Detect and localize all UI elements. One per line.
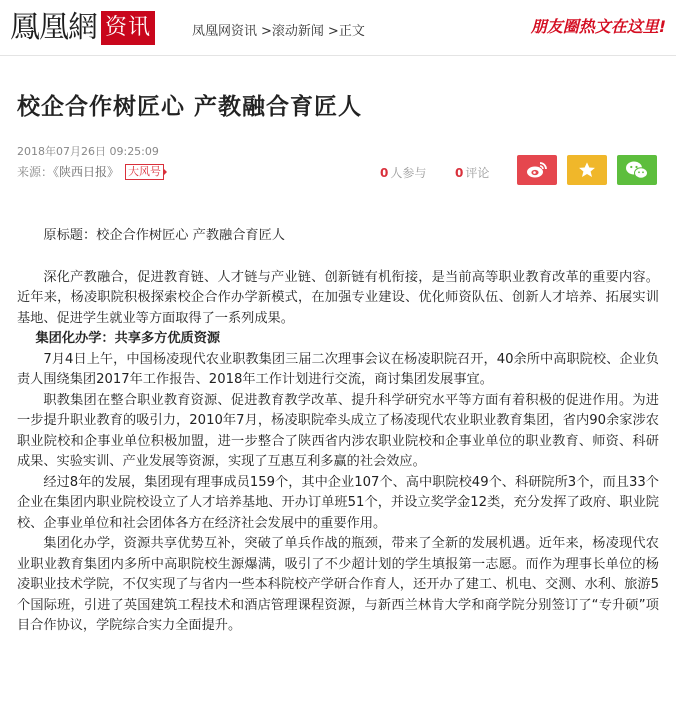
- publish-datetime: 2018年07月26日 09:25:09: [17, 145, 159, 158]
- star-icon: [578, 161, 596, 179]
- participants-count[interactable]: 0 人参与: [380, 166, 427, 180]
- source-label: 来源：《陕西日报》: [17, 165, 120, 179]
- site-header: [0, 0, 676, 56]
- weibo-icon: [526, 161, 548, 179]
- article-body: [17, 226, 659, 637]
- logo-channel-tag: 资讯: [101, 11, 155, 45]
- source-name[interactable]: 《陕西日报》: [53, 165, 120, 179]
- article-subheading: 集团化办学：共享多方优质资源: [35, 331, 221, 346]
- article-paragraph: 7月4日上午，中国杨凌现代农业职教集团三届二次理事会议在杨凌职院召开，40余所中高职院校、企业负责人围绕集团2017年工作报告、2018年工作计划进行交流，商讨集团发展事宜。: [17, 351, 659, 387]
- breadcrumb: [192, 20, 365, 39]
- article-paragraph: 经过8年的发展，集团现有理事成员159个，其中企业107个、高中职院校49个、科研院所3个，而且33个企业在集团内职业院校设立了人才培养基地、开办订单班51个，并设立奖学金12类，充分发挥了政府、职业院校、企事业单位和社会团体各方在经济社会发展中的重要作用。: [17, 474, 659, 531]
- share-weibo-button[interactable]: [517, 155, 557, 185]
- favorite-button[interactable]: [567, 155, 607, 185]
- original-title: 原标题：校企合作树匠心 产教融合育匠人: [43, 228, 285, 243]
- comments-count[interactable]: 0 评论: [455, 166, 490, 180]
- article-paragraph: 集团化办学，资源共享优势互补，突破了单兵作战的瓶颈，带来了全新的发展机遇。近年来，杨凌现代农业职业教育集团内多所中高职院校生源爆满，吸引了不少超计划的学生填报第一志愿。而作为理事长单位的杨凌职业技术学院，不仅实现了与省内一些本科院校产学研合作育人，还开办了建工、机电、交测、水利、旅游5个国际班，引进了英国建筑工程技术和酒店管理课程资源，与新西兰林肯大学和商学院分别签订了“专升硕”项目合作协议，学院综合实力全面提升。: [17, 536, 659, 633]
- site-logo[interactable]: [10, 10, 155, 46]
- logo-text: 鳳凰網: [10, 10, 97, 45]
- share-wechat-button[interactable]: [617, 155, 657, 185]
- article-paragraph: 深化产教融合，促进教育链、人才链与产业链、创新链有机衔接，是当前高等职业教育改革的重要内容。近年来，杨凌职院积极探索校企合作办学新模式，在加强专业建设、优化师资队伍、创新人才培养、拓展实训基地、促进学生就业等方面取得了一系列成果。: [17, 269, 659, 326]
- article-title: 校企合作树匠心 产教融合育匠人: [17, 93, 363, 120]
- article-paragraph: 职教集团在整合职业教育资源、促进教育教学改革、提升科学研究水平等方面有着积极的促进作用。为进一步提升职业教育的吸引力，2010年7月，杨凌职院牵头成立了杨凌现代农业职业教育集团，省内90余家涉农职业院校和企事业单位积极加盟，进一步整合了陕西省内涉农职业院校和企事业单位的职业教育、师资、科研成果、实验实训、产业发展等资源，实现了互惠互利多赢的社会效应。: [17, 392, 659, 469]
- breadcrumb-rolling-news[interactable]: >滚动新闻: [261, 24, 324, 39]
- breadcrumb-home[interactable]: 凤凰网资讯: [192, 24, 258, 39]
- promo-link[interactable]: 朋友圈热文在这里!: [530, 17, 666, 36]
- article-source: [17, 163, 164, 180]
- dafenghao-badge[interactable]: 大风号: [125, 164, 164, 180]
- breadcrumb-current: >正文: [327, 24, 365, 39]
- wechat-icon: [625, 160, 649, 180]
